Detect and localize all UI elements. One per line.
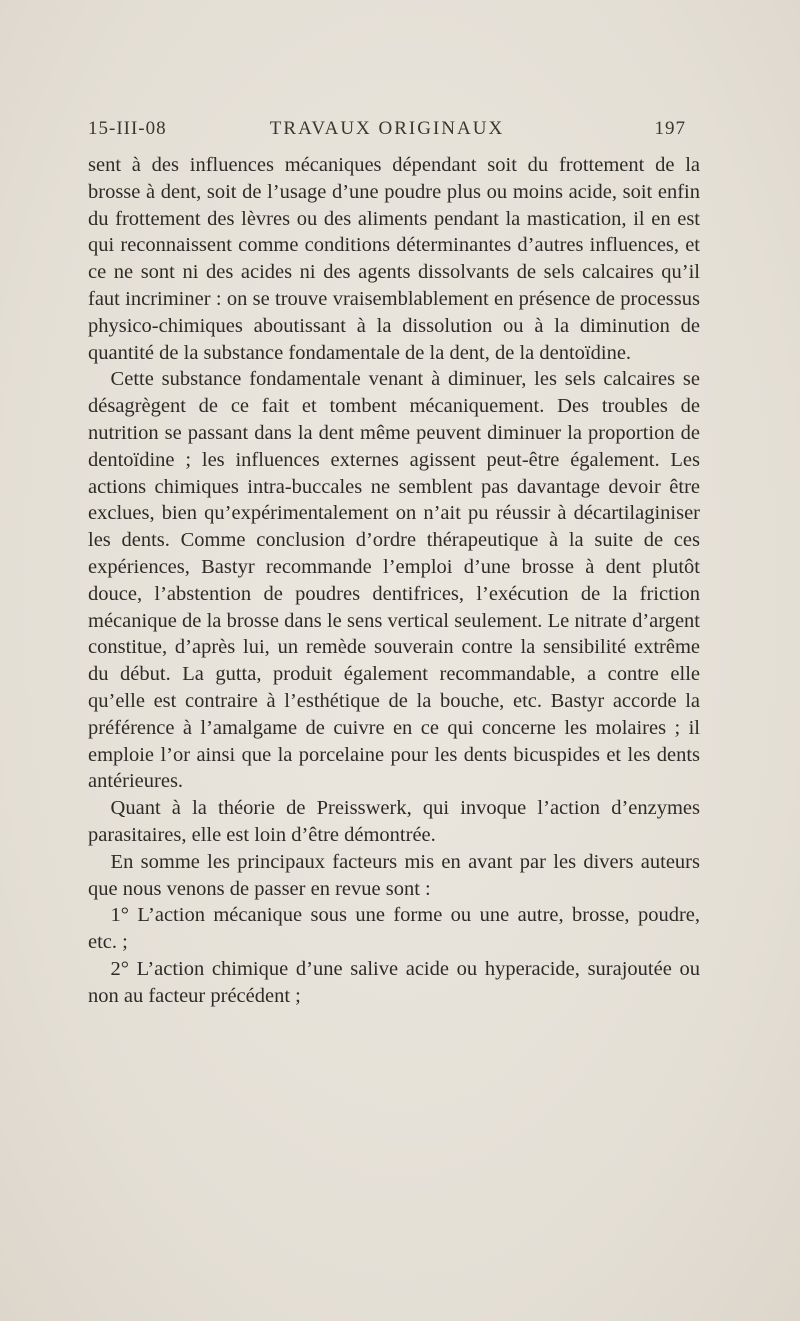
paragraph-dentoidine: Cette substance fondamentale venant à diminuer, les sels calcaires se désagrègent de ce fait et tombent mécaniquement. Des troubles de nutrition se passant dans la dent même peuvent diminuer la proportion de dentoïdine ; les influences externes agissent peut-être également. Les actions chimiques intra-buccales ne semblent pas davantage devoir être exclues, bien qu’expérimentalement on n’ait pu réussir à décartilaginiser les dents. Comme conclusion d’ordre thérapeutique à la suite de ces expériences, Bastyr recommande l’emploi d’une brosse à dent plutôt douce, l’abstention de poudres dentifrices, l’exécution de la friction mécanique de la brosse dans le sens vertical seulement. Le nitrate d’argent constitue, d’après lui, un remède souverain contre la sensibilité extrême du début. La gutta, produit également recommandable, a contre elle qu’elle est contraire à l’esthétique de la bouche, etc. Bastyr accorde la préférence à l’amalgame de cuivre en ce qui concerne les molaires ; il emploie l’or ainsi que la porcelaine pour les dents bicuspides et les dents antérieures. — [88, 368, 700, 793]
body-text — [88, 152, 700, 1010]
list-item-mechanical: 1° L’action mécanique sous une forme ou une autre, brosse, poudre, etc. ; — [88, 904, 700, 954]
paragraph-summary: En somme les principaux facteurs mis en avant par les divers auteurs que nous venons de passer en revue sont : — [88, 850, 700, 900]
paragraph-preisswerk: Quant à la théorie de Preisswerk, qui invoque l’action d’enzymes parasitaires, elle est loin d’être démontrée. — [88, 797, 700, 846]
header-title: TRAVAUX ORIGINAUX — [269, 118, 505, 139]
paragraph-continuation: sent à des influences mécaniques dépendant soit du frottement de la brosse à dent, soit de l’usage d’une poudre plus ou moins acide, soit enfin du frottement des lèvres ou des aliments pendant la mastication, il en est qui reconnaissent comme conditions déterminantes d’autres influences, et ce ne sont ni des acides ni des agents dissolvants de sels calcaires qu’il faut incriminer : on se trouve vraisemblablement en présence de processus physico-chimiques aboutissant à la dissolution ou à la diminution de quantité de la substance fondamentale de la dent, de la dentoïdine. — [88, 154, 700, 364]
running-header — [88, 118, 686, 148]
header-date: 15-III-08 — [88, 118, 167, 139]
list-item-chemical: 2° L’action chimique d’une salive acide ou hyperacide, surajoutée ou non au facteur précédent ; — [88, 957, 700, 1007]
page-number: 197 — [654, 118, 686, 139]
